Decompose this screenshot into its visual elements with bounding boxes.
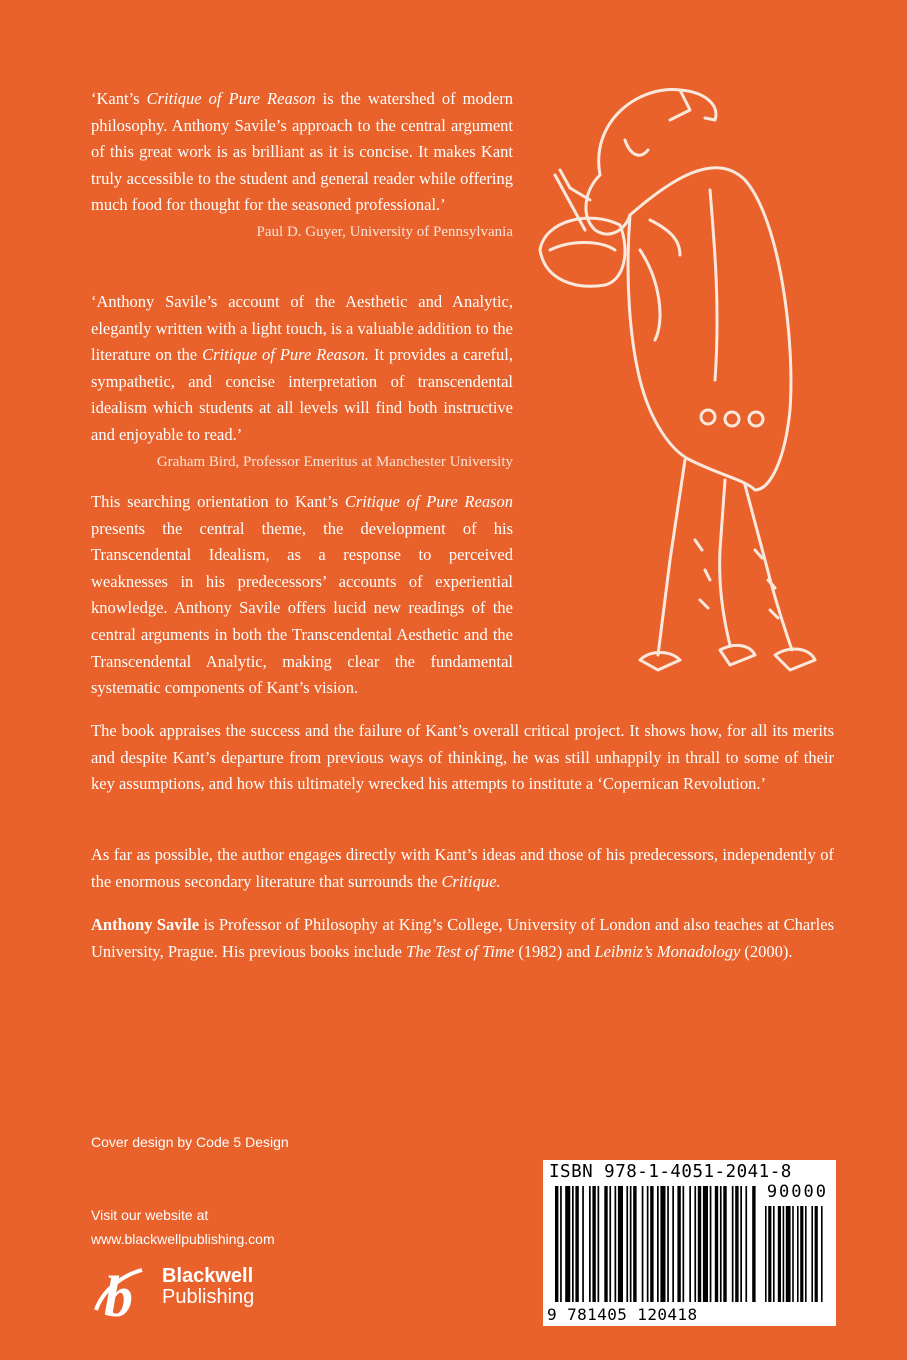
endorsement-text xyxy=(91,289,513,449)
barcode-bar xyxy=(698,1186,701,1302)
barcode-bar xyxy=(703,1186,708,1302)
barcode-bar xyxy=(589,1186,591,1302)
text-run: Leibniz’s Monadology xyxy=(594,941,741,961)
endorsement-attribution: Paul D. Guyer, University of Pennsylvania xyxy=(256,223,513,240)
barcode-bar xyxy=(660,1186,665,1302)
addon-bar xyxy=(768,1206,771,1302)
barcode-bar xyxy=(657,1186,659,1302)
barcode-bar xyxy=(694,1186,696,1302)
barcode-bar xyxy=(560,1186,562,1302)
text-run: is the watershed of modern philosophy. Anthony Savile’s approach to the central argument of this great work is as brilliant as it is concise. It makes Kant truly accessible to the student and general reader while offering much food for thought for the seasoned professional.’ xyxy=(91,89,514,215)
endorsement-guyer xyxy=(91,86,513,243)
barcode-bar xyxy=(609,1186,611,1302)
addon-bar xyxy=(783,1206,785,1302)
text-run: is Professor of Philosophy at King’s College, University of London and also teaches at Charles University, Prague. His previous books include xyxy=(91,915,834,961)
barcode-bar xyxy=(582,1186,584,1302)
description-text xyxy=(91,842,834,895)
barcode-bar xyxy=(732,1186,734,1302)
endorsement-text xyxy=(91,86,513,219)
text-run: Critique. xyxy=(441,871,501,891)
addon-bar xyxy=(811,1206,813,1302)
text-run: This searching orientation to Kant’s xyxy=(91,492,345,511)
barcode-bar xyxy=(710,1186,712,1302)
barcode-bar xyxy=(572,1186,574,1302)
cover-design-credit: Cover design by Code 5 Design xyxy=(91,1134,289,1150)
barcode-bar xyxy=(745,1186,747,1302)
endorsement-attribution: Graham Bird, Professor Emeritus at Manchester University xyxy=(156,453,513,470)
text-run: presents the central theme, the development of his Transcendental Idealism, as a response to perceived weaknesses in his predecessors’ accounts of experiential knowledge. Anthony Savile offers lucid new readings of the central arguments in both the Transcendental Aesthetic and the Transcendental Analytic, making clear the fundamental systematic components of Kant’s vision. xyxy=(91,518,513,698)
barcode-bar xyxy=(630,1186,632,1302)
addon-bar xyxy=(800,1206,803,1302)
publisher-name xyxy=(162,1266,254,1308)
addon-bar xyxy=(786,1206,791,1302)
author-bio-text xyxy=(91,912,834,965)
website-label: Visit our website at xyxy=(91,1207,209,1223)
text-run: The Test of Time xyxy=(406,941,515,961)
description-paragraph-1 xyxy=(91,489,513,702)
barcode-bar xyxy=(598,1186,600,1302)
endorsement-bird xyxy=(91,289,513,473)
addon-bar xyxy=(792,1206,794,1302)
svg-text:b: b xyxy=(104,1264,133,1322)
addon-bar xyxy=(815,1206,818,1302)
barcode-bar xyxy=(647,1186,649,1302)
barcode-bar xyxy=(618,1186,623,1302)
barcode-bar xyxy=(565,1186,570,1302)
text-run: The book appraises the success and the failure of Kant’s overall critical project. It shows how, for all its merits and despite Kant’s departure from previous ways of thinking, he was still unhappily in thrall to some of their key assumptions, and how this ultimately wrecked his attempts to institute a ‘Copernican Revolution.’ xyxy=(91,721,834,794)
barcode-bar xyxy=(650,1186,653,1302)
barcode-bar xyxy=(735,1186,738,1302)
barcode-bar xyxy=(677,1186,680,1302)
barcode-bar xyxy=(592,1186,595,1302)
description-paragraph-3 xyxy=(91,842,834,895)
publisher-name-line2: Publishing xyxy=(162,1286,255,1308)
ean-number: 9 781405 120418 xyxy=(547,1305,698,1324)
text-run: ‘Anthony Savile’s account of the Aesthetic and Analytic, elegantly written with a light touch, is a valuable addition to the literature on the xyxy=(91,292,513,365)
text-run: Critique of Pure Reason. xyxy=(202,345,369,365)
addon-bar xyxy=(805,1206,807,1302)
barcode-bar xyxy=(752,1186,755,1302)
barcode-bar xyxy=(575,1186,578,1302)
text-run: (2000). xyxy=(740,941,793,961)
addon-bar xyxy=(773,1206,775,1302)
blackwell-logo-icon xyxy=(92,1262,158,1322)
description-text xyxy=(91,718,834,798)
addon-bar xyxy=(765,1206,767,1302)
barcode-bar xyxy=(715,1186,718,1302)
text-run: Critique of Pure Reason xyxy=(146,89,316,108)
barcode xyxy=(543,1160,836,1326)
barcode-bar xyxy=(626,1186,628,1302)
barcode-bar xyxy=(723,1186,726,1302)
author-bio xyxy=(91,912,834,965)
barcode-bar xyxy=(740,1186,742,1302)
addon-bar xyxy=(797,1206,799,1302)
text-run: (1982) and xyxy=(514,941,595,961)
text-run: Anthony Savile xyxy=(91,915,200,934)
text-run: Critique of Pure Reason xyxy=(344,492,513,511)
addon-bar xyxy=(821,1206,823,1302)
text-run: It provides a careful, sympathetic, and concise interpretation of transcendental idealism which students at all levels will find both instructive and enjoyable to read.’ xyxy=(91,345,513,444)
barcode-bar xyxy=(642,1186,644,1302)
description-paragraph-2 xyxy=(91,718,834,798)
barcode-bar xyxy=(633,1186,636,1302)
addon-bar xyxy=(778,1206,781,1302)
barcode-bar xyxy=(689,1186,691,1302)
website-url[interactable]: www.blackwellpublishing.com xyxy=(91,1231,275,1247)
barcode-bar xyxy=(720,1186,722,1302)
isbn-label: ISBN 978-1-4051-2041-8 xyxy=(549,1162,792,1182)
barcode-bar xyxy=(615,1186,617,1302)
publisher-name-line1: Blackwell xyxy=(162,1265,254,1287)
barcode-bar xyxy=(683,1186,685,1302)
barcode-bar xyxy=(667,1186,669,1302)
text-run: ‘Kant’s xyxy=(91,89,147,108)
barcode-bar xyxy=(604,1186,607,1302)
text-run: As far as possible, the author engages directly with Kant’s ideas and those of his predecessors, independently of the enormous secondary literature that surrounds the xyxy=(91,845,834,891)
barcode-addon: 90000 xyxy=(766,1182,828,1202)
barcode-bar xyxy=(672,1186,674,1302)
description-text xyxy=(91,489,513,702)
kant-illustration xyxy=(530,80,830,680)
barcode-bar xyxy=(555,1186,558,1302)
